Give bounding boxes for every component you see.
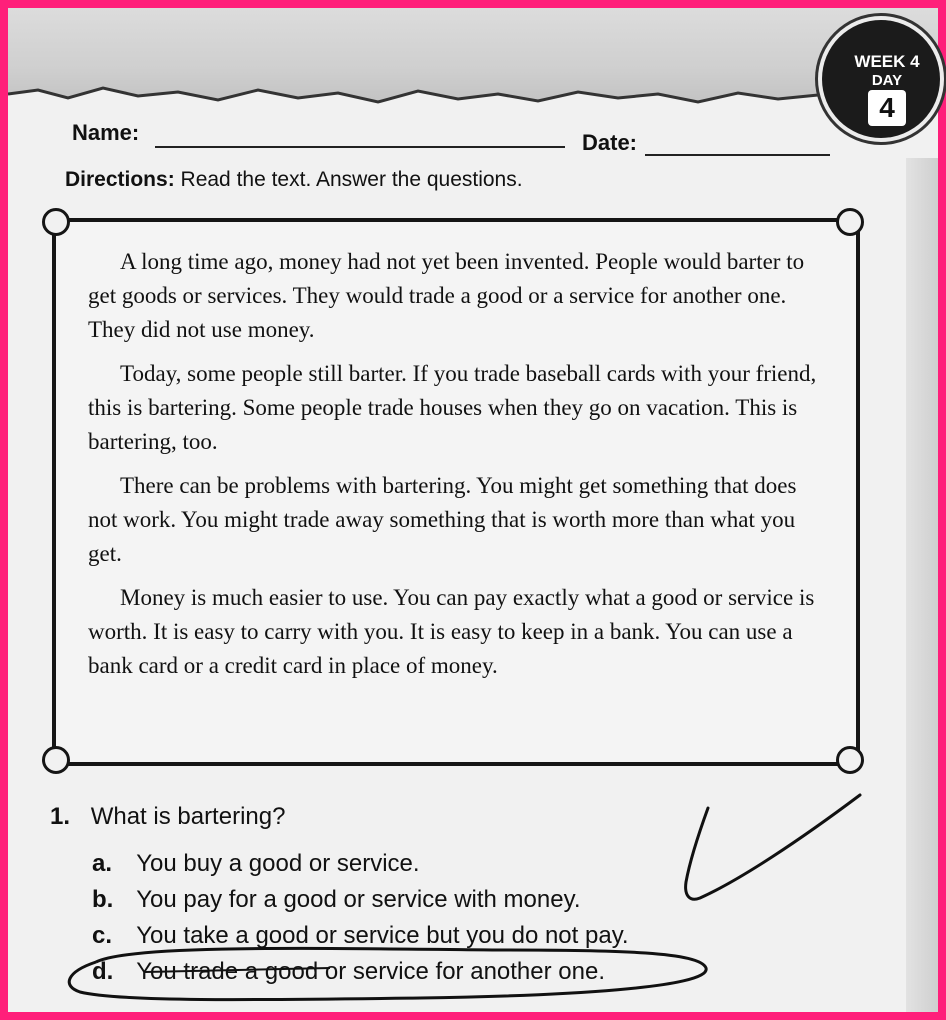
directions-text: Read the text. Answer the questions. [180,168,523,191]
option-letter: a. [92,850,113,877]
answer-circle [69,948,706,999]
passage-paragraph: Today, some people still barter. If you trade baseball cards with your friend, this is bartering. Some people trade houses when they go on vacation. This is bartering, too. [88,361,817,454]
option-letter: b. [92,886,114,913]
question-text: What is bartering? [90,803,286,830]
badge-day-number: 4 [868,90,906,126]
option-text: You take a good or service but you do not pay. [136,922,629,949]
option-text: You buy a good or service. [136,850,420,877]
date-label: Date: [582,130,638,155]
passage-paragraph: Money is much easier to use. You can pay exactly what a good or service is worth. It is easy to carry with you. It is easy to keep in a bank. You can use a bank card or a credit card in place of money. [88,585,815,678]
question-number: 1. [50,803,71,830]
passage-paragraph: There can be problems with bartering. You might get something that does not work. You might trade away something that is worth more than what you get. [88,473,797,566]
option-text: You trade a good or service for another one. [136,958,605,985]
strike-through [145,968,330,972]
badge-week-label: WEEK 4 [854,52,920,71]
name-label: Name: [72,120,140,145]
option-text: You pay for a good or service with money. [136,886,581,913]
passage-paragraph: A long time ago, money had not yet been invented. People would barter to get goods or services. They would trade a good or a service for another one. They did not use money. [88,249,805,342]
directions-label: Directions: [65,168,175,191]
checkmark-icon [686,795,860,899]
option-letter: d. [92,958,114,985]
badge-day-label: DAY [871,72,903,89]
option-letter: c. [92,922,113,949]
